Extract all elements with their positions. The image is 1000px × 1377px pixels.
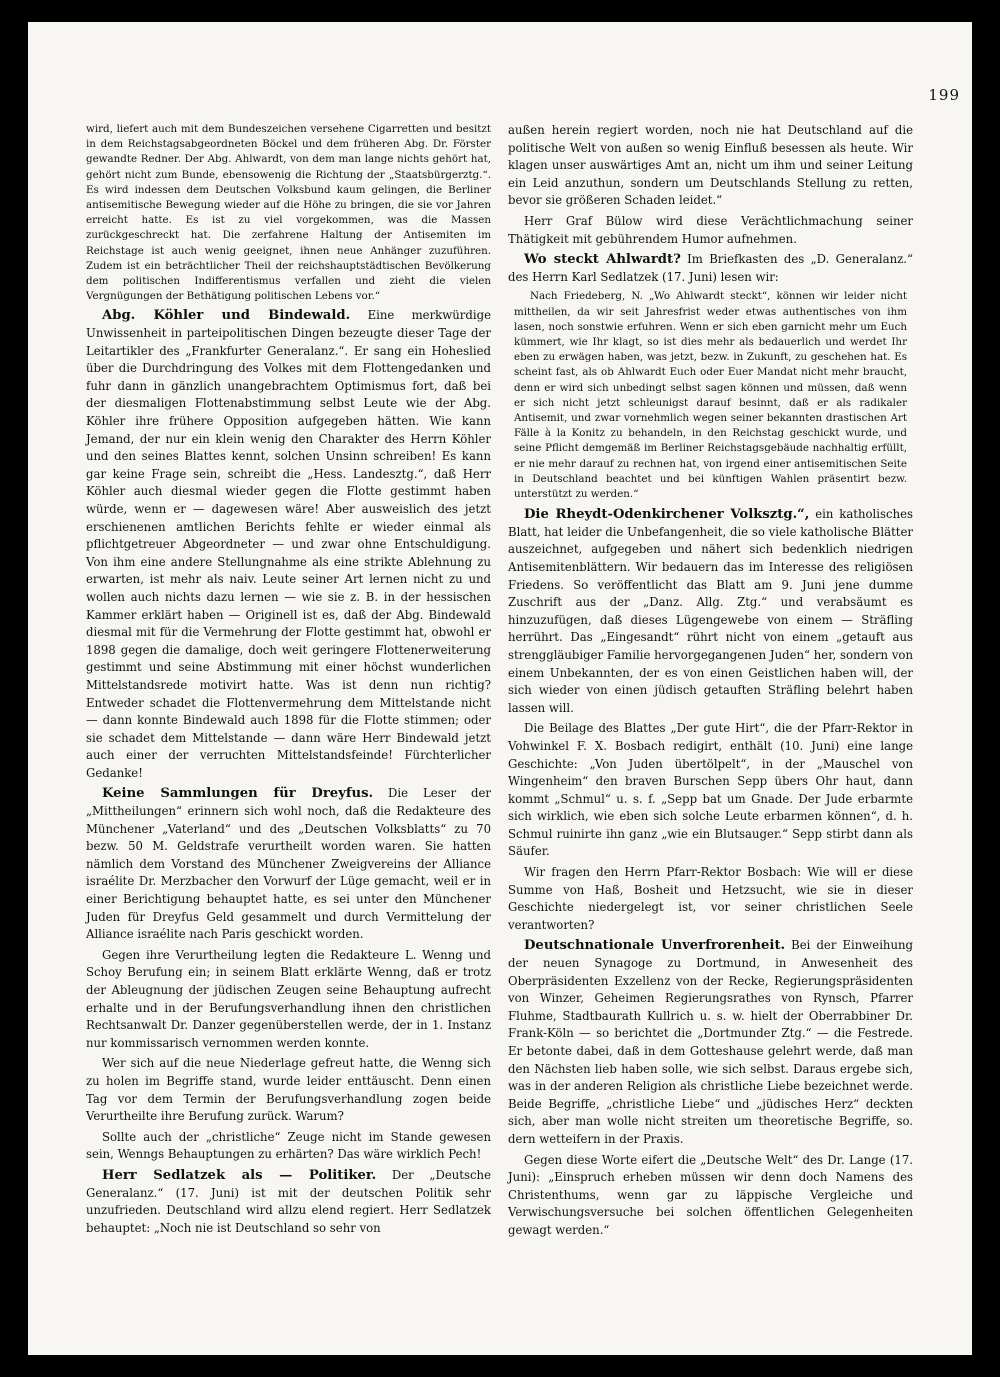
left-section-koehler [86, 307, 491, 782]
left-section-sedlatzek [86, 1167, 491, 1237]
right-section-deutschnational [508, 937, 913, 1148]
heading-dreyfus: Keine Sammlungen für Dreyfus. [102, 786, 374, 802]
right-section-ahlwardt [508, 251, 913, 286]
heading-koehler-bindewald: Abg. Köhler und Bindewald. [102, 308, 351, 324]
left-paragraph-2: Eine merkwürdige Unwissenheit in parteipolitischen Dingen bezeugte dieser Tage der Leitartikler des „Frankfurter Generalanz.“. Er sang ein Hoheslied über die Durchdringung des Volkes mit dem Flottengedanken und fuhr dann in gänzlich unangebrachtem Optimismus fort, daß bei der diesmaligen Flottenabstimmung selbst Leute wie der Abg. Köhler ihre frühere Opposition aufgegeben hätten. Wie kann Jemand, der nur ein klein wenig den Charakter des Herrn Köhler und den seines Blattes kennt, solchen Unsinn schreiben! Es kann gar keine Frage sein, schreibt die „Hess. Landesztg.“, daß Herr Köhler auch diesmal wieder gegen die Flotte gestimmt haben würde, wenn er — dagewesen wäre! Aber ausweislich des jetzt erschienenen amtlichen Berichts fehlte er wieder einmal als pflichtgetreuer Abgeordneter — und zwar ohne Entschuldigung. Von ihm eine andere Stellungnahme als eine strikte Ablehnung zu erwarten, ist mehr als naiv. Leute seiner Art lernen nicht zu und wollen auch nichts dazu lernen — wie sie z. B. in der hessischen Kammer erklärt haben — Originell ist es, daß der Abg. Bindewald diesmal mit für die Vermehrung der Flotte gestimmt hat, obwohl er 1898 gegen die damalige, doch weit geringere Flottenerweiterung gestimmt und seine Abstimmung mit einer höchst wunderlichen Mittelstandsrede motivirt hatte. Was ist denn nun richtig? Entweder schadet die Flottenvermehrung dem Mittelstande nicht — dann konnte Bindewald auch 1898 für die Flotte stimmen; oder sie schadet dem Mittelstande — dann wäre Herr Bindewald jetzt auch einer der verruchten Mittelstandsfeinde! Fürchterlicher Gedanke! [86, 308, 491, 780]
left-section-dreyfus [86, 785, 491, 943]
newspaper-page [28, 22, 972, 1355]
left-paragraph-4: Gegen ihre Verurtheilung legten die Redakteure L. Wenng und Schoy Berufung ein; in seinem Blatt erklärte Wenng, daß er trotz der Ableugnung der jüdischen Zeugen seine Behauptung aufrecht erhalte und in der Berufungsverhandlung ihnen den christlichen Rechtsanwalt Dr. Danzer gegenüberstellen werde, der in 1. Instanz nur kommissarisch vernommen werden konnte. [86, 947, 491, 1050]
right-paragraph-7: Bei der Einweihung der neuen Synagoge zu Dortmund, in Anwesenheit des Oberpräsidenten Exzellenz von der Recke, Regierungspräsidenten von Winzer, Geheimen Regierungsrathes von Rynsch, Pfarrer Fluhme, Stadtbaurath Kullrich u. s. w. hielt der Oberrabbiner Dr. Frank-Köln — so berichtet die „Dortmunder Ztg.“ — die Festrede. Er betonte dabei, daß in dem Gotteshause gelehrt werde, daß man den Nächsten lieb haben solle, wie sich selbst. Daraus ergebe sich, was in der anderen Religion als christliche Liebe bezeichnet werde. Beide Begriffe, „christliche Liebe“ und „jüdisches Herz“ deckten sich, aber man wolle nicht streiten um theoretische Begriffe, so. dern wetteifern in der Praxis. [508, 938, 913, 1146]
left-paragraph-6: Sollte auch der „christliche“ Zeuge nicht im Stande gewesen sein, Wenngs Behauptungen zu erhärten? Das wäre wirklich Pech! [86, 1129, 491, 1162]
heading-sedlatzek: Herr Sedlatzek als — Politiker. [102, 1167, 377, 1183]
right-paragraph-4: ein katholisches Blatt, hat leider die Unbefangenheit, die so viele katholische Blätter auszeichnet, aufgegeben und nähert sich bedenklich niedrigen Antisemitenblättern. Wir bedauern das im Interesse des religiösen Friedens. So veröffentlicht das Blatt am 9. Juni jene dumme Zuschrift aus der „Danz. Allg. Ztg.“ und verabsäumt es hinzuzufügen, daß dieses Lügengewebe von einem — Sträfling herrührt. Das „Eingesandt“ rührt nicht von einem „getauft aus strenggläubiger Familie hervorgegangenen Juden“ her, sondern von einem Unbekannten, der es von einen Geistlichen haben will, der sich wieder von einen jüdisch getauften Sträfling belehrt haben lassen will. [508, 507, 914, 715]
right-paragraph-2: Herr Graf Bülow wird diese Verächtlichmachung seiner Thätigkeit mit gebührendem Humor aufnehmen. [508, 213, 913, 246]
right-column [508, 122, 913, 1243]
right-paragraph-5: Die Beilage des Blattes „Der gute Hirt“, die der Pfarr-Rektor in Vohwinkel F. X. Bosbach redigirt, enthält (10. Juni) eine lange Geschichte: „Von Juden übertölpelt“, in der „Mauschel von Wingenheim“ den braven Burschen Sepp übers Ohr haut, dann kommt „Schmul“ u. s. f. „Sepp bat um Gnade. Der Jude erbarmte sich wirklich, wie eben sich solche Leute erbarmen können“, d. h. Schmul ruinirte ihn ganz „wie ein Blutsauger.“ Sepp stirbt dann als Säufer. [508, 721, 913, 859]
right-paragraph-8: Gegen diese Worte eifert die „Deutsche Welt“ des Dr. Lange (17. Juni): „Einspruch erheben müssen wir denn doch Namens des Christenthums, wenn gar zu läppische Vergleiche und Verwischungsversuche bei solchen öffentlichen Gelegenheiten gewagt werden.“ [508, 1152, 913, 1237]
heading-rheydt-volksztg: Die Rheydt-Odenkirchener Volksztg.“, [524, 507, 810, 523]
right-paragraph-3: Im Briefkasten des „D. Generalanz.“ des Herrn Karl Sedlatzek (17. Juni) lesen wir: [508, 252, 914, 284]
right-paragraph-1: außen herein regiert worden, noch nie hat Deutschland auf die politische Welt von außen so wenig Einfluß besessen als heute. Wir klagen unser auswärtiges Amt an, nicht um ihm und seiner Leitung ein Leid anzuthun, sondern um Deutschlands Stellung zu retten, bevor sie größeren Schaden leidet.“ [508, 123, 913, 208]
page-number: 199 [928, 86, 960, 104]
left-paragraph-3: Die Leser der „Mittheilungen“ erinnern sich wohl noch, daß die Redakteure des Münchener „Vaterland“ und des „Deutschen Volksblatts“ zu 70 bezw. 50 M. Geldstrafe verurtheilt worden waren. Sie hatten nämlich dem Vorstand des Münchener Zweigvereins der Alliance israélite Dr. Merzbacher den Vorwurf der Lüge gemacht, weil er in einer Berichtigung behauptet hatte, es sei unter den Münchener Juden für Dreyfus Geld gesammelt und durch Vermittelung der Alliance israélite nach Paris geschickt worden. [86, 786, 492, 942]
briefkasten-quote: Nach Friedeberg, N. „Wo Ahlwardt steckt“, können wir leider nicht mittheilen, da wir seit Jahresfrist weder etwas authentisches von ihm lasen, noch sonstwie erfuhren. Wenn er sich eben garnicht mehr um Euch kümmert, wie Ihr klagt, so ist dies mehr als bedauerlich und werdet Ihr eben zu erwägen haben, was jetzt, bezw. in Zukunft, zu geschehen hat. Es scheint fast, als ob Ahlwardt Euch oder Euer Mandat nicht mehr braucht, denn er wird sich unbedingt selbst sagen können und müssen, daß wenn er sich nicht jetzt schleunigst darauf besinnt, daß er als radikaler Antisemit, und zwar vornehmlich wegen seiner bekannten drastischen Art Fälle à la Konitz zu behandeln, in den Reichstag geschickt wurde, und seine Pflicht demgemäß im Berliner Reichstagsgebäude nachhaltig erfüllt, er nie mehr darauf zu rechnen hat, von irgend einer antisemitischen Seite in Deutschland beachtet und bei künftigen Wahlen präsentirt bezw. unterstützt zu werden.“ [514, 290, 907, 500]
heading-ahlwardt: Wo steckt Ahlwardt? [524, 252, 681, 268]
left-paragraph-5: Wer sich auf die neue Niederlage gefreut hatte, die Wenng sich zu holen im Begriffe stand, wurde leider enttäuscht. Denn einen Tag vor dem Termin der Berufungsverhandlung zogen beide Verurtheilte ihre Berufung zurück. Warum? [86, 1056, 491, 1124]
right-section-rheydt [508, 506, 913, 717]
left-column [86, 122, 491, 1240]
left-paragraph-7: Der „Deutsche Generalanz.“ (17. Juni) ist mit der deutschen Politik sehr unzufrieden. Deutschland wird allzu elend regiert. Herr Sedlatzek behauptet: „Noch nie ist Deutschland so sehr von [86, 1167, 491, 1235]
right-paragraph-6: Wir fragen den Herrn Pfarr-Rektor Bosbach: Wie will er diese Summe von Haß, Bosheit und Hetzsucht, wie sie in dieser Geschichte niedergelegt ist, vor seiner christlichen Seele verantworten? [508, 865, 913, 932]
left-paragraph-1: wird, liefert auch mit dem Bundeszeichen versehene Cigarretten und besitzt in dem Reichstagsabgeordneten Böckel und dem früheren Abg. Dr. Förster gewandte Redner. Der Abg. Ahlwardt, von dem man lange nichts gehört hat, gehört nicht zum Bunde, ebensowenig die Richtung der „Staatsbürgerztg.“. Es wird indessen dem Deutschen Volksbund kaum gelingen, die Berliner antisemitische Bewegung wieder auf die Höhe zu bringen, die sie vor Jahren erreicht hatte. Es ist zu viel vorgekommen, was die Massen zurückgeschreckt hat. Die zerfahrene Haltung der Antisemiten im Reichstage ist auch wenig geeignet, ihnen neue Anhänger zuzuführen. Zudem ist ein beträchtlicher Theil der reichshauptstädtischen Bevölkerung dem politischen Indifferentismus verfallen und zieht die vielen Vergnügungen der Bethätigung politischen Lebens vor.“ [86, 123, 491, 303]
heading-deutschnationale: Deutschnationale Unverfrorenheit. [524, 938, 786, 954]
